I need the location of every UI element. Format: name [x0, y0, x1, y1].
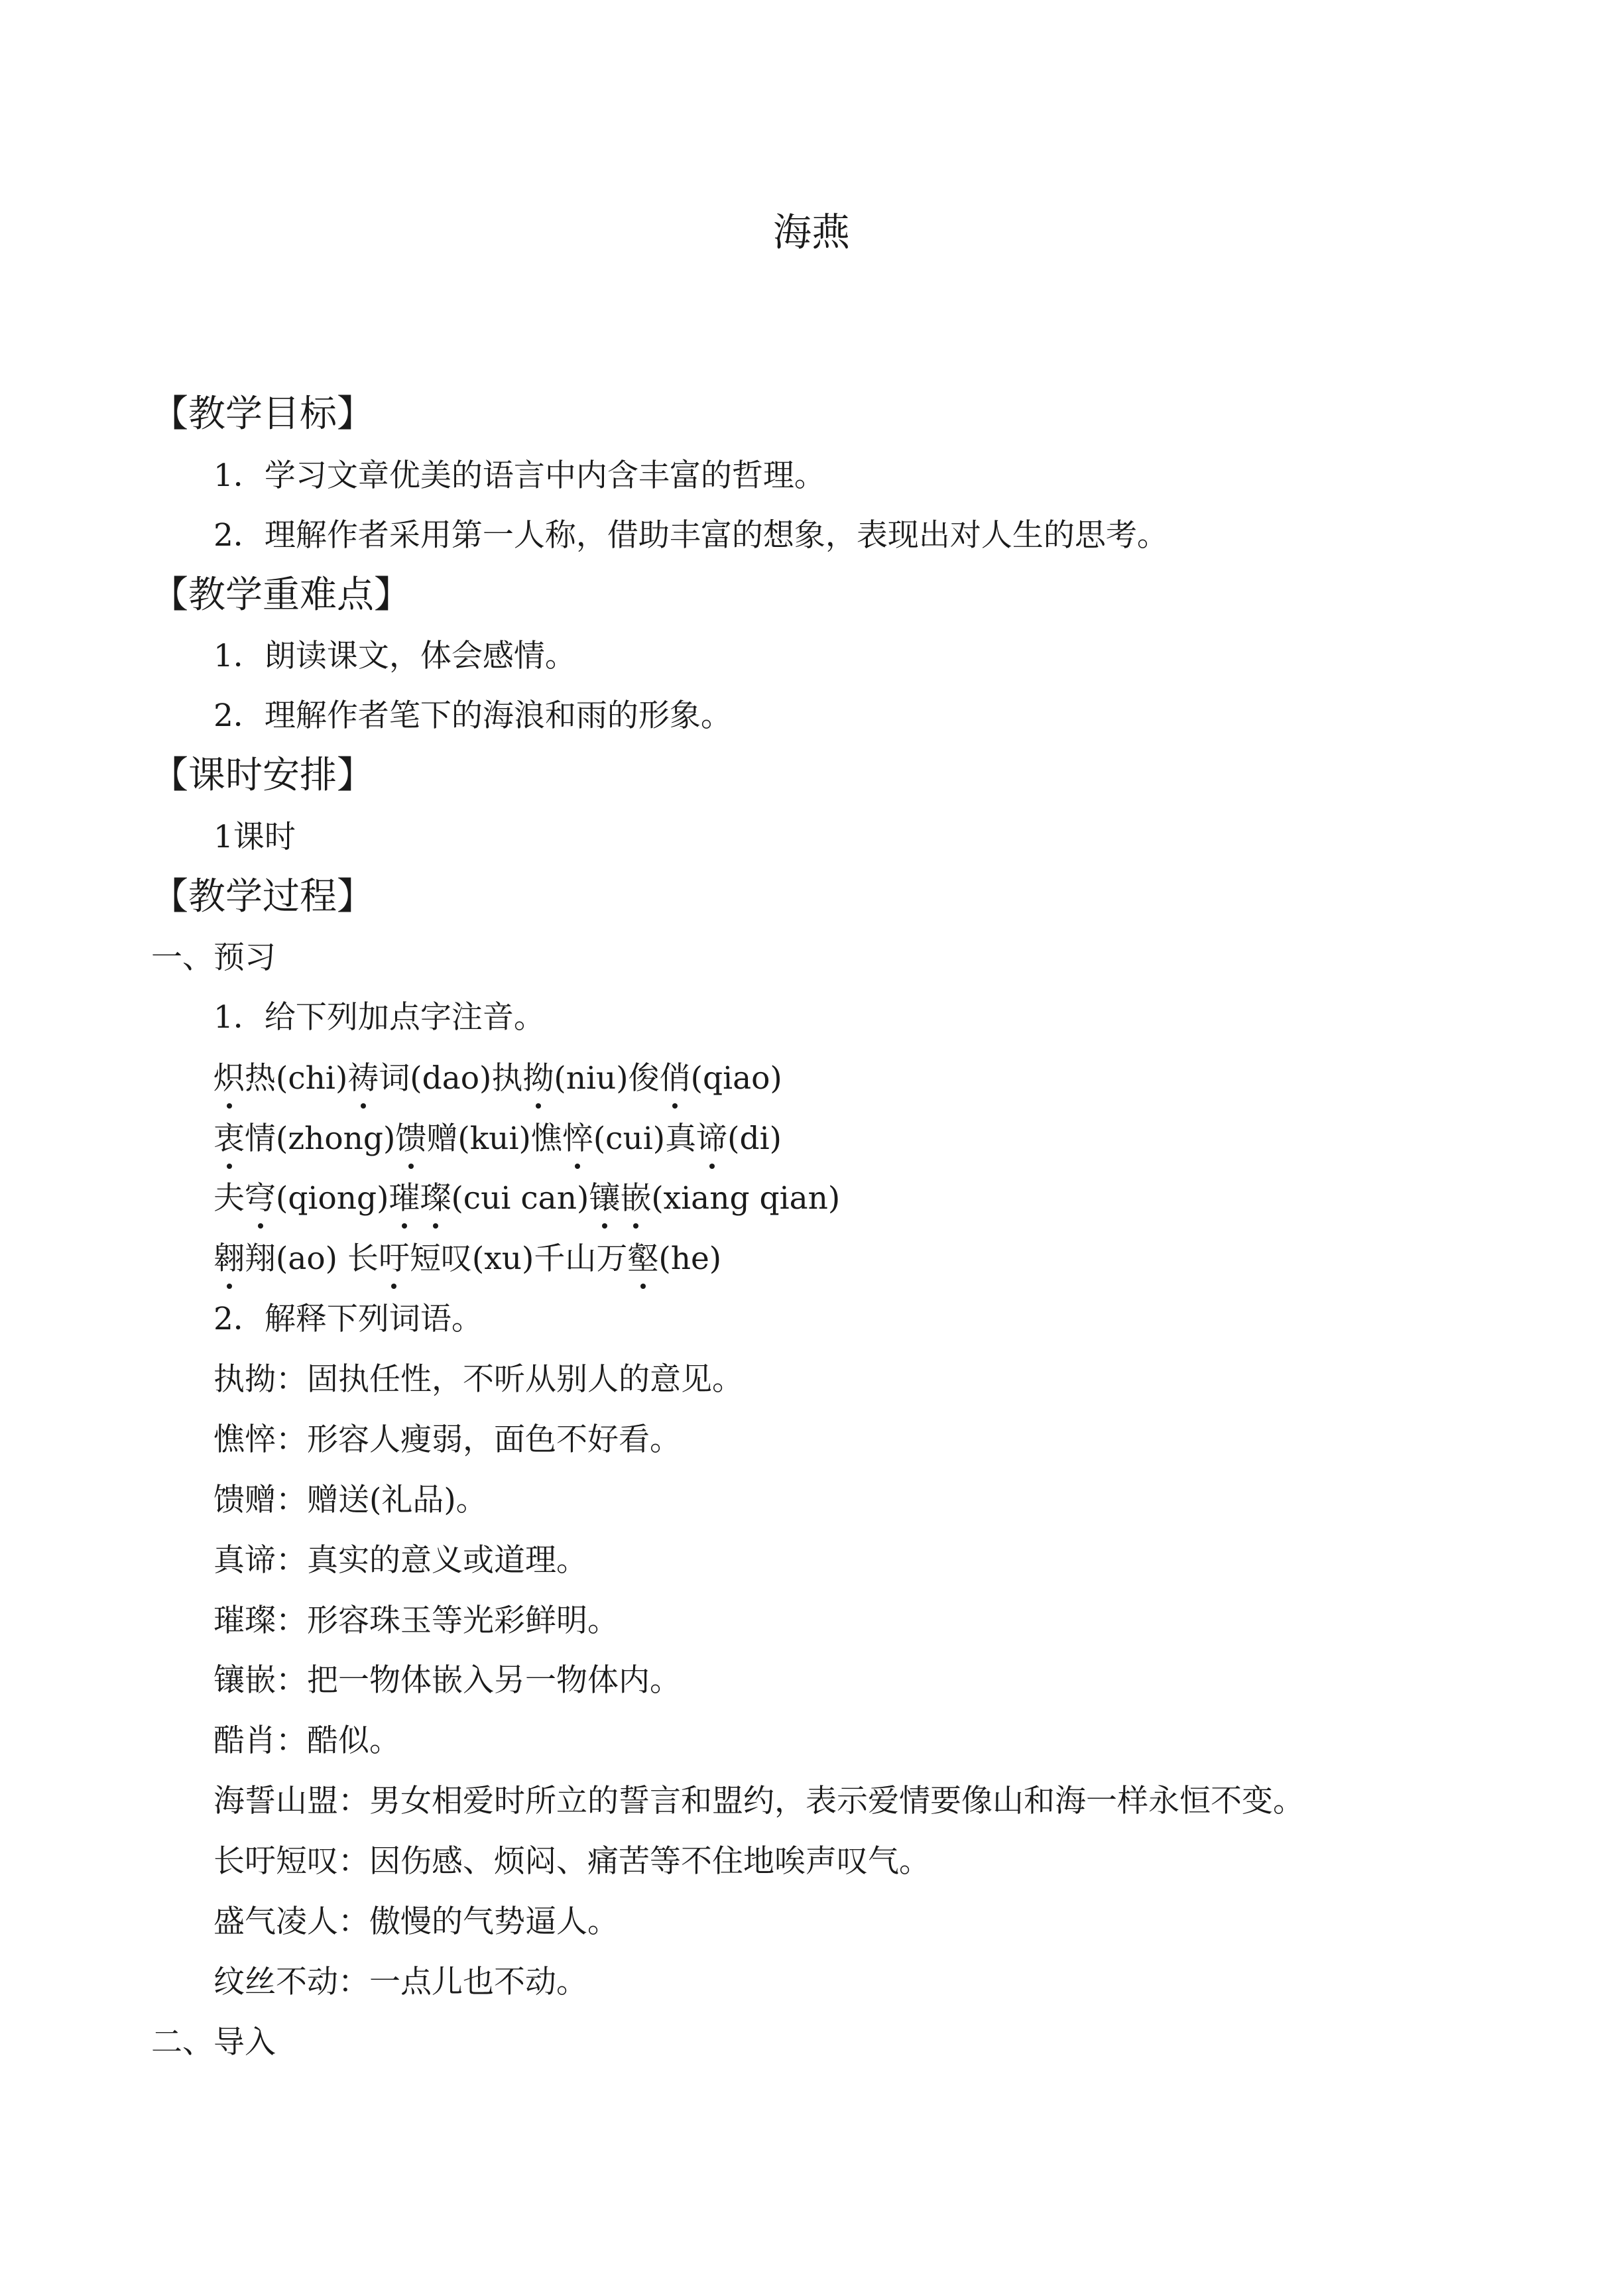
pinyin-line — [213, 1116, 782, 1162]
dotted-character: 祷 — [347, 1056, 379, 1102]
dotted-character: 拗 — [522, 1056, 554, 1102]
pinyin-text: 词(dao)执 — [379, 1060, 523, 1097]
pinyin-text: 热(chi) — [245, 1060, 348, 1097]
pinyin-text: 情(zhong) — [245, 1120, 396, 1157]
definition-item: 酷肖：酷似。 — [213, 1722, 400, 1759]
dotted-character: 嵌 — [620, 1176, 651, 1222]
document-title: 海燕 — [772, 210, 850, 255]
pinyin-text: (cui)真 — [593, 1120, 697, 1157]
intro-heading: 二、导入 — [151, 2024, 276, 2061]
schedule-item: 1课时 — [213, 819, 296, 855]
pinyin-line — [213, 1236, 721, 1282]
pinyin-text: (qiong) — [276, 1180, 389, 1217]
pinyin-text: (di) — [727, 1120, 782, 1157]
preview-task-1: 1．给下列加点字注音。 — [213, 999, 545, 1036]
definition-item: 馈赠：赠送(礼品)。 — [213, 1482, 487, 1518]
dotted-character: 俏 — [660, 1056, 691, 1102]
definition-item: 纹丝不动：一点儿也不动。 — [213, 1964, 587, 2000]
pinyin-text: 翔(ao) 长 — [245, 1240, 379, 1277]
section-heading-schedule: 【课时安排】 — [151, 754, 374, 797]
definition-item: 璀璨：形容珠玉等光彩鲜明。 — [213, 1602, 619, 1639]
dotted-character: 璨 — [420, 1176, 451, 1222]
section-heading-goals: 【教学目标】 — [151, 393, 374, 436]
dotted-character: 谛 — [696, 1116, 727, 1162]
definition-item: 憔悴：形容人瘦弱，面色不好看。 — [213, 1421, 681, 1458]
dotted-character: 炽 — [213, 1056, 245, 1102]
definition-item: 真谛：真实的意义或道理。 — [213, 1542, 587, 1579]
section-heading-process: 【教学过程】 — [151, 875, 374, 918]
key-point-item: 2．理解作者笔下的海浪和雨的形象。 — [213, 697, 732, 734]
pinyin-line — [213, 1176, 840, 1222]
definition-item: 海誓山盟：男女相爱时所立的誓言和盟约，表示爱情要像山和海一样永恒不变。 — [213, 1783, 1304, 1819]
preview-heading: 一、预习 — [151, 939, 276, 976]
dotted-character: 吁 — [379, 1236, 410, 1282]
dotted-character: 翱 — [213, 1236, 245, 1282]
dotted-character: 镶 — [589, 1176, 620, 1222]
definition-item: 镶嵌：把一物体嵌入另一物体内。 — [213, 1662, 681, 1699]
definition-item: 盛气凌人：傲慢的气势逼人。 — [213, 1903, 619, 1940]
pinyin-text: 短叹(xu)千山万 — [409, 1240, 628, 1277]
pinyin-text: (xiang qian) — [651, 1180, 841, 1217]
dotted-character: 璀 — [389, 1176, 420, 1222]
definition-item: 执拗：固执任性，不听从别人的意见。 — [213, 1361, 743, 1398]
pinyin-line — [213, 1056, 782, 1102]
dotted-character: 衷 — [213, 1116, 245, 1162]
goal-item: 1．学习文章优美的语言中内含丰富的哲理。 — [213, 457, 825, 494]
pinyin-text: (qiao) — [690, 1060, 782, 1097]
section-heading-key-points: 【教学重难点】 — [151, 574, 411, 617]
pinyin-text: (niu)俊 — [554, 1060, 660, 1097]
key-point-item: 1．朗读课文，体会感情。 — [213, 638, 576, 674]
definition-item: 长吁短叹：因伤感、烦闷、痛苦等不住地唉声叹气。 — [213, 1843, 930, 1880]
pinyin-text: 夫 — [213, 1180, 245, 1217]
pinyin-text: (cui can) — [451, 1180, 589, 1217]
pinyin-text: (he) — [658, 1240, 722, 1277]
dotted-character: 穹 — [245, 1176, 276, 1222]
dotted-character: 馈 — [395, 1116, 426, 1162]
dotted-character: 悴 — [562, 1116, 593, 1162]
goal-item: 2．理解作者采用第一人称，借助丰富的想象，表现出对人生的思考。 — [213, 517, 1168, 554]
preview-task-2: 2．解释下列词语。 — [213, 1301, 483, 1337]
pinyin-text: 赠(kui)憔 — [426, 1120, 562, 1157]
dotted-character: 壑 — [627, 1236, 658, 1282]
